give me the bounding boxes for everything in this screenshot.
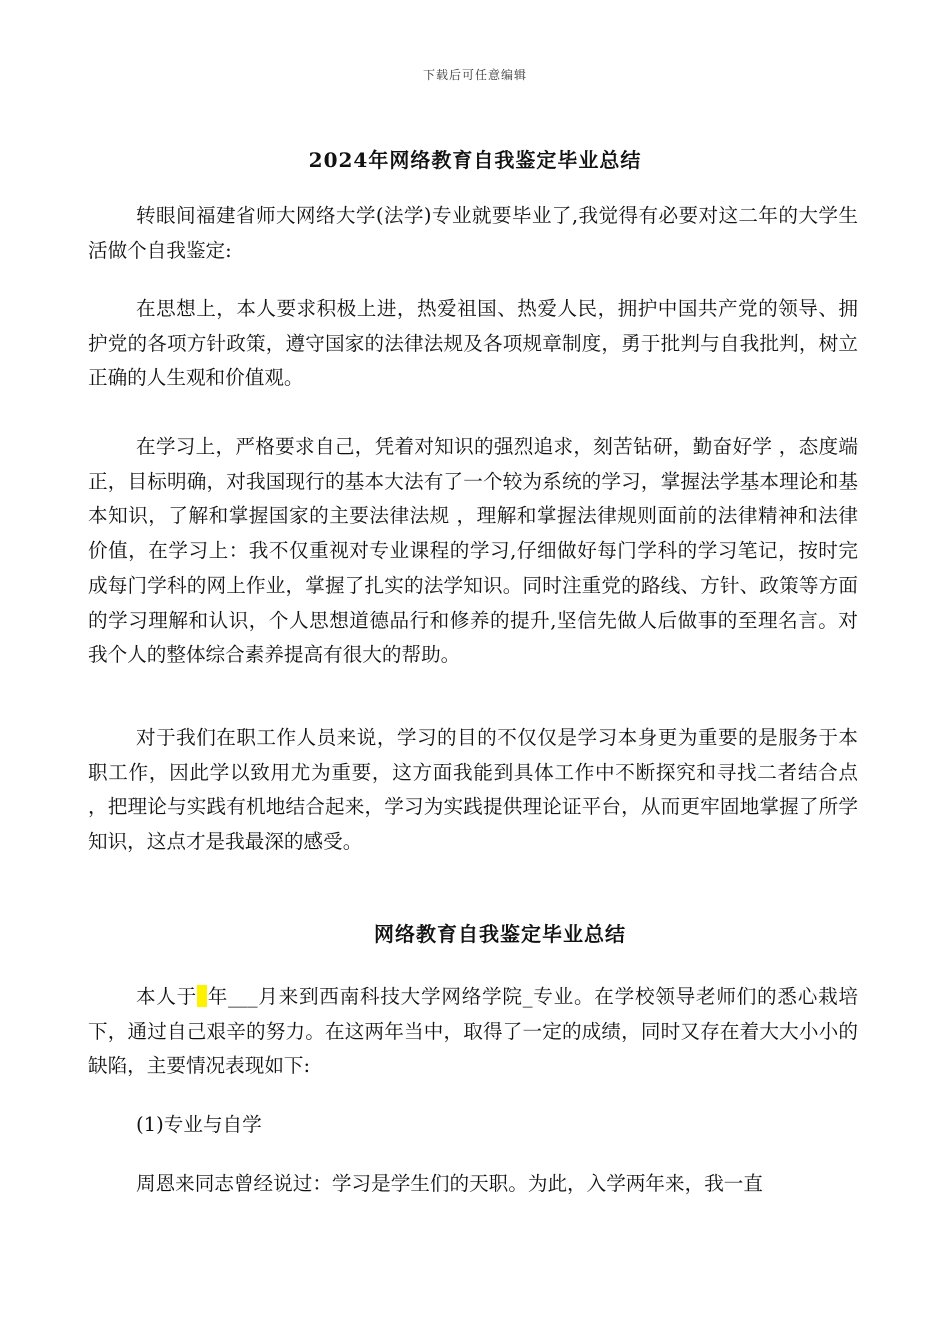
paragraph-thought: 在思想上，本人要求积极上进，热爱祖国、热爱人民，拥护中国共产党的领导、拥护党的各项方针政策，遵守国家的法律法规及各项规章制度，勇于批判与自我批判，树立正确的人生观和价值观。 xyxy=(88,297,858,390)
paragraph-work: 对于我们在职工作人员来说，学习的目的不仅仅是学习本身更为重要的是服务于本职工作，因此学以致用尤为重要，这方面我能到具体工作中不断探究和寻找二者结合点 ，把理论与实践有机地结合起来，学习为实践提供理论证平台，从而更牢固地掌握了所学知识，这点才是我最深的感受。 xyxy=(88,726,858,854)
paragraph-intro: 转眼间福建省师大网络大学(法学)专业就要毕业了,我觉得有必要对这二年的大学生活做个自我鉴定: xyxy=(88,204,858,262)
highlight-mark xyxy=(197,985,207,1007)
paragraph-study: 在学习上，严格要求自己，凭着对知识的强烈追求，刻苦钻研，勤奋好学 ，态度端正，目标明确，对我国现行的基本大法有了一个较为系统的学习，掌握法学基本理论和基本知识，了解和掌握国家的主要法律法规 ，理解和掌握法律规则面前的法律精神和法律价值，在学习上：我不仅重视对专业课程的学习,仔细做好每门学科的学习笔记，按时完成每门学科的网上作业，掌握了扎实的法学知识。同时注重党的路线、方针、政策等方面的学习理解和认识，个人思想道德品行和修养的提升,坚信先做人后做事的至理名言。对我个人的整体综合素养提高有很大的帮助。 xyxy=(88,435,858,667)
document-title: 2024年网络教育自我鉴定毕业总结 xyxy=(308,148,642,172)
paragraph-section2-intro xyxy=(88,980,858,1084)
header-note: 下载后可任意编辑 xyxy=(422,68,527,82)
subheading-major: (1)专业与自学 xyxy=(136,1113,262,1136)
intro-prefix: 本人于 xyxy=(136,985,198,1008)
intro-rest: 年___月来到西南科技大学网络学院_专业。在学校领导老师们的悉心栽培下，通过自己艰辛的努力。在这两年当中，取得了一定的成绩，同时又存在着大大小小的缺陷，主要情况表现如下: xyxy=(88,985,859,1078)
paragraph-last: 周恩来同志曾经说过：学习是学生们的天职。为此，入学两年来，我一直 xyxy=(136,1172,763,1195)
section-title: 网络教育自我鉴定毕业总结 xyxy=(374,922,626,946)
